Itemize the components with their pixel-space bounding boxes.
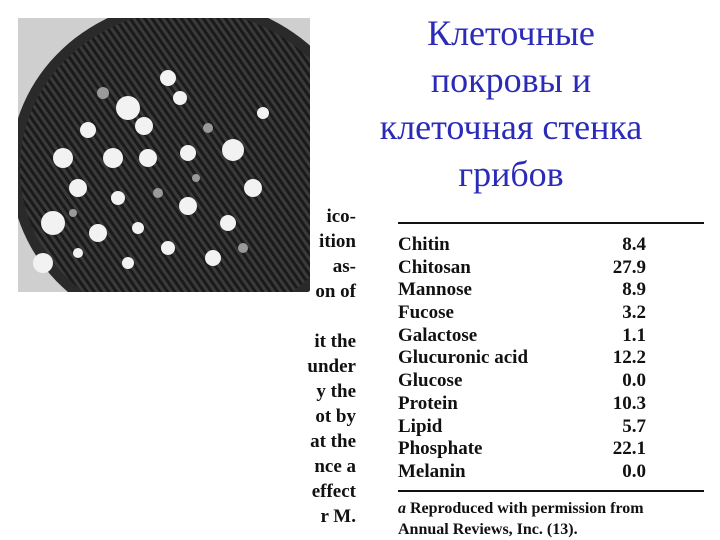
component-value: 5.7 <box>622 415 646 437</box>
composition-table <box>398 234 646 484</box>
component-name: Glucose <box>398 370 463 392</box>
component-value: 12.2 <box>612 347 646 369</box>
component-value: 27.9 <box>612 256 646 278</box>
component-name: Mannose <box>398 279 472 301</box>
fragment-line: on of <box>315 281 356 302</box>
fragment-line: as- <box>332 256 356 277</box>
component-name: Fucose <box>398 302 454 324</box>
table-top-rule <box>398 222 704 224</box>
component-name: Melanin <box>398 460 466 482</box>
component-name: Protein <box>398 392 458 414</box>
fragment-line: under <box>307 356 356 377</box>
title-line-2: покровы и <box>430 60 592 100</box>
table-row <box>398 325 646 348</box>
fragment-line: it the <box>314 331 356 352</box>
component-value: 10.3 <box>612 392 646 414</box>
component-value: 22.1 <box>612 438 646 460</box>
table-row <box>398 302 646 325</box>
fragment-line: effect <box>311 481 356 502</box>
table-bottom-rule <box>398 490 704 492</box>
component-value: 3.2 <box>622 302 646 324</box>
component-name: Phosphate <box>398 438 483 460</box>
footnote-text-1: Reproduced with permission from <box>410 500 644 517</box>
table-row <box>398 416 646 439</box>
component-name: Chitosan <box>398 256 471 278</box>
title-line-4: грибов <box>458 154 564 194</box>
table-row <box>398 438 646 461</box>
component-name: Chitin <box>398 234 450 255</box>
fragment-line: ot by <box>315 406 356 427</box>
title-line-1: Клеточные <box>427 13 595 53</box>
component-value: 0.0 <box>622 370 646 392</box>
component-name: Galactose <box>398 324 478 346</box>
table-row <box>398 393 646 416</box>
table-row <box>398 257 646 280</box>
component-value: 0.0 <box>622 460 646 482</box>
footnote-text-2: Annual Reviews, Inc. (13). <box>398 521 578 538</box>
fragment-line: y the <box>316 381 356 402</box>
component-value: 8.4 <box>622 234 646 255</box>
table-row <box>398 370 646 393</box>
footnote-line-1 <box>398 498 644 519</box>
table-row <box>398 461 646 484</box>
component-value: 8.9 <box>622 279 646 301</box>
component-name: Lipid <box>398 415 443 437</box>
footnote-mark: a <box>398 500 406 517</box>
fragment-line: ico- <box>326 206 356 227</box>
fragment-line: nce a <box>314 456 356 477</box>
micrograph-graphic <box>18 18 310 292</box>
slide-title <box>348 10 674 198</box>
component-name: Glucuronic acid <box>398 347 529 369</box>
fragment-line: ition <box>319 231 356 252</box>
fragment-line: r M. <box>320 506 356 527</box>
title-line-3: клеточная стенка <box>379 107 643 147</box>
table-row <box>398 347 646 370</box>
table-footnote <box>398 498 644 540</box>
table-row <box>398 234 646 257</box>
table-row <box>398 279 646 302</box>
fragment-line: at the <box>310 431 356 452</box>
electron-micrograph-image <box>18 18 310 292</box>
component-value: 1.1 <box>622 324 646 346</box>
